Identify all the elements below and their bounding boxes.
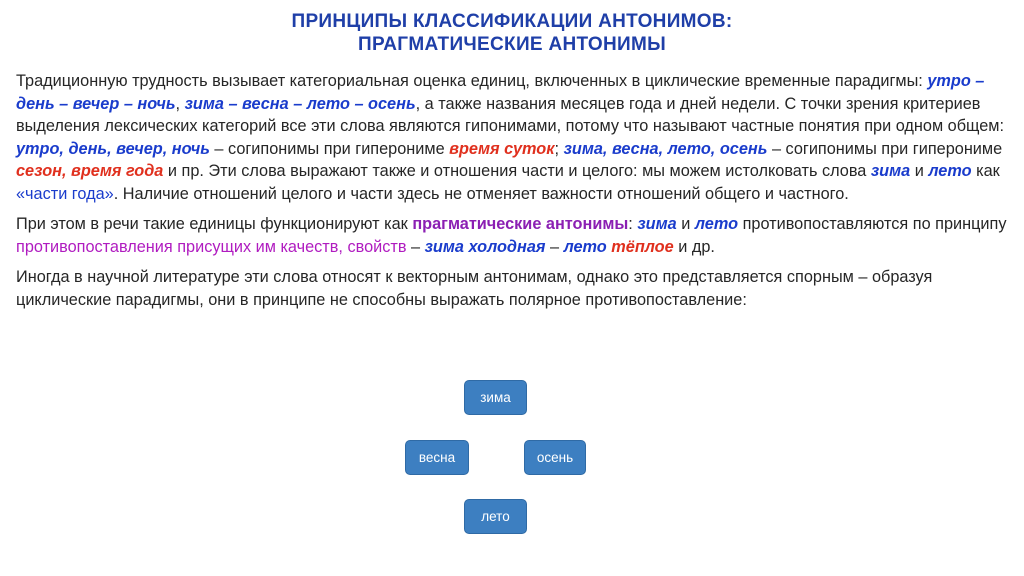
text-run: – — [545, 237, 564, 256]
diagram-node-autumn: осень — [524, 440, 586, 475]
text-run: и пр. Эти слова выражают также и отношения части и целого: мы можем истолковать слова — [163, 162, 871, 180]
text-run: и — [676, 215, 695, 233]
term-summer: лето — [928, 162, 972, 180]
text-run: противопоставляются по принципу — [738, 215, 1007, 233]
text-run: – согипонимы при гиперониме — [209, 139, 450, 158]
title-line-1: ПРИНЦИПЫ КЛАССИФИКАЦИИ АНТОНИМОВ: — [291, 11, 733, 32]
term-summer: лето — [563, 237, 607, 256]
text-run: , — [175, 94, 185, 113]
term-winter: зима — [424, 237, 464, 256]
paragraph-2 — [16, 213, 1016, 258]
term-season-cycle: зима – весна – лето – осень — [184, 94, 416, 113]
text-run: – согипонимы при гиперониме — [767, 139, 1003, 158]
term-daytime-cycle: утро – день – вечер – ночь — [16, 72, 985, 113]
term-pragmatic-antonyms: прагматические антонимы — [412, 215, 629, 233]
paragraph-1 — [16, 70, 1016, 205]
term-winter: зима — [870, 162, 911, 180]
term-hyperonym-daytime: время суток — [449, 139, 555, 158]
paragraph-3: Иногда в научной литературе эти слова относят к векторным антонимам, однако это представляется спорным – образуя циклические парадигмы, они в принципе не способны выражать полярное противопоставление: — [16, 268, 933, 309]
term-warm: тёплое — [611, 237, 674, 256]
term-season-list: зима, весна, лето, осень — [563, 139, 768, 158]
term-summer: лето — [694, 215, 739, 233]
term-hyperonym-season: сезон, время года — [16, 162, 164, 180]
text-run: Традиционную трудность вызывает категориальная оценка единиц, включенных в циклические временные парадигмы: — [16, 72, 928, 90]
text-run: : — [628, 215, 638, 233]
slide-title — [0, 10, 1024, 56]
text-run: , а также названия месяцев года и дней недели. С точки зрения критериев выделения лексических категорий все эти слова являются гипонимами, потому что называют частные понятия при одном общем: — [16, 94, 1005, 135]
diagram-node-spring: весна — [405, 440, 469, 475]
term-winter: зима — [637, 215, 677, 233]
text-run: . Наличие отношений целого и части здесь не отменяет важности отношений общего и частного. — [113, 184, 849, 203]
diagram-node-winter: зима — [464, 380, 527, 415]
term-cold: холодная — [468, 237, 546, 256]
text-run: и — [910, 162, 929, 180]
text-run: и др. — [673, 237, 715, 256]
diagram-node-summer: лето — [464, 499, 527, 534]
term-parts-of-year: «части года» — [16, 184, 114, 203]
slide-body — [16, 70, 1016, 319]
term-daytime-list: утро, день, вечер, ночь — [16, 139, 210, 158]
text-run: – — [406, 237, 425, 256]
text-run: ; — [554, 139, 564, 158]
term-opposition-principle: противопоставления присущих им качеств, свойств — [16, 237, 407, 256]
text-run: При этом в речи такие единицы функционируют как — [16, 215, 413, 233]
text-run: как — [971, 162, 1000, 180]
title-line-2: ПРАГМАТИЧЕСКИЕ АНТОНИМЫ — [357, 34, 667, 55]
